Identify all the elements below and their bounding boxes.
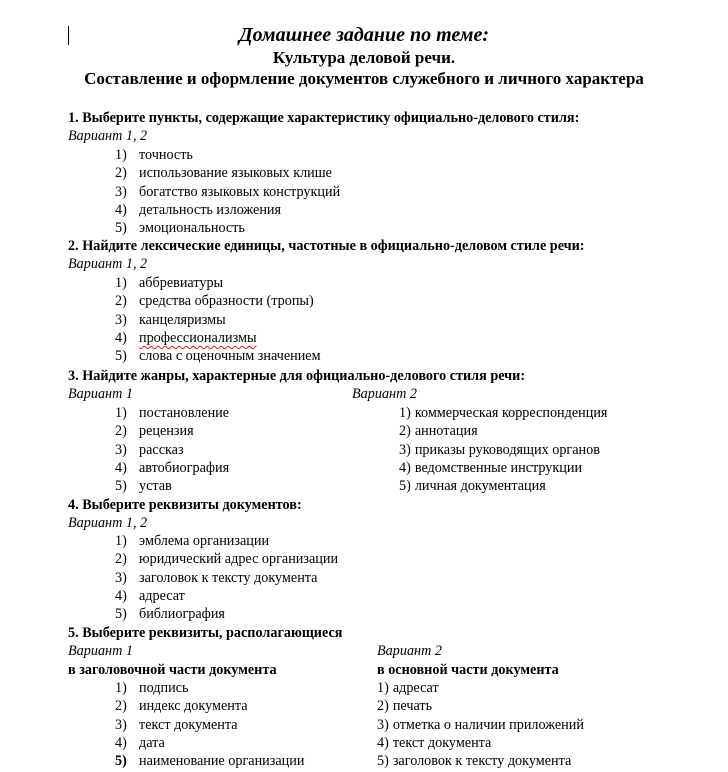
question-3-variant-2: Вариант 2 — [352, 386, 417, 402]
question-3-title: 3. Найдите жанры, характерные для официально-делового стиля речи: — [68, 368, 526, 384]
list-item: 2) печать — [377, 698, 433, 715]
question-5-title: 5. Выберите реквизиты, располагающиеся — [68, 625, 343, 641]
list-item: 3) приказы руководящих органов — [399, 441, 600, 458]
question-2-title: 2. Найдите лексические единицы, частотные в официально-деловом стиле речи: — [68, 238, 585, 254]
list-item: 1) коммерческая корреспонденция — [399, 405, 608, 421]
document-title: Домашнее задание по теме: — [239, 24, 489, 46]
list-item: 2) аннотация — [399, 423, 478, 440]
list-item: 4) текст документа — [377, 734, 492, 751]
list-item: 3) отметка о наличии приложений — [377, 716, 584, 733]
question-5-variant-2: Вариант 2 — [377, 643, 442, 659]
list-item: 4) ведомственные инструкции — [399, 459, 583, 476]
question-3-options-variant-2 — [399, 404, 607, 495]
question-4-title: 4. Выберите реквизиты документов: — [68, 497, 302, 513]
document-topic: Составление и оформление документов служебного и личного характера — [84, 69, 644, 88]
question-1-title: 1. Выберите пункты, содержащие характеристику официально-делового стиля: — [68, 110, 580, 126]
list-item: 1) адресат — [377, 680, 439, 696]
question-5-subheading-2: в основной части документа — [377, 662, 559, 678]
question-2-variant: Вариант 1, 2 — [68, 256, 148, 272]
question-4-variant: Вариант 1, 2 — [68, 515, 148, 531]
question-3-variant-1: Вариант 1 — [68, 386, 133, 402]
document-subtitle: Культура деловой речи. — [272, 48, 456, 67]
question-5-subheading-1: в заголовочной части документа — [68, 662, 277, 678]
question-5-options-variant-2 — [377, 679, 584, 770]
question-5-variant-1: Вариант 1 — [68, 643, 133, 659]
list-item: 5) заголовок к тексту документа — [377, 753, 572, 770]
document-page: Домашнее задание по теме: Культура деловой речи. Составление и оформление документов служебного и личного характера 1. Выберите пункты, содержащие характеристику официально-делового стиля: Вариант 1, 2 1) точность 2) использование языковых клише 3) богатство языковых конструкций 4) детальность изложения 5) эмоциональность 2. Найдите лексические единицы, частотные в официально-деловом стиле речи: Вариант 1, 2 1) аббревиатуры 2) средства образности (тропы) 3) канцеляризмы 4) профессионализмы 5) слова с оценочным значением 3. Найдите жанры, характерные для официально-делового стиля речи: Вариант 1 Вариант 2 1) постановление 2) рецензия 3) рассказ 4) автобиография 5) устав 1) коммерческая корреспонденция 2) аннотация 3) приказы руководящих органов 4) ведомственные инструкции 5) личная документация 4. Выберите реквизиты документов: Вариант 1, 2 1) эмблема организации 2) юридический адрес организации 3) заголовок к тексту документа 4) адресат 5) библиография 5. Выберите реквизиты, располагающиеся Вариант 1 Вариант 2 в заголовочной части документа в основной части документа 1) подпись 2) индекс документа 3) текст документа 4) дата 5) наименование организации 1) адресат 2) печать 3) отметка о наличии приложений 4) текст документа 5) заголовок к тексту документа — [0, 0, 728, 772]
question-1-variant: Вариант 1, 2 — [68, 128, 148, 144]
list-item: 5) личная документация — [399, 478, 546, 495]
